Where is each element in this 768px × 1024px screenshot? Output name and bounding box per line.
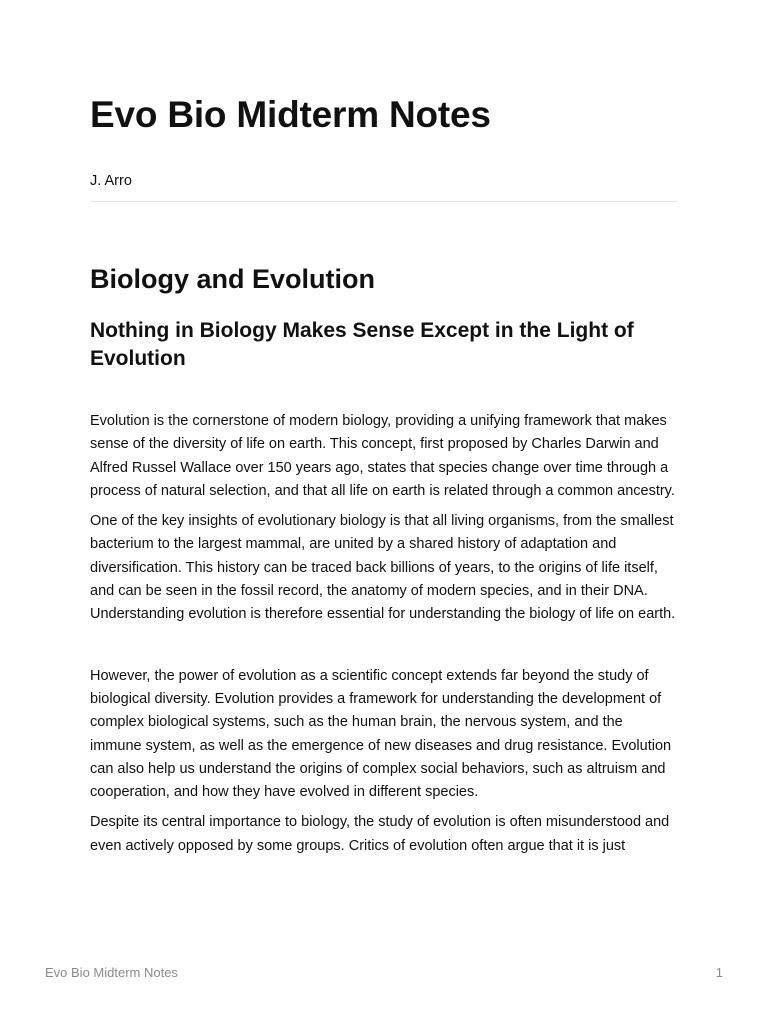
footer-title: Evo Bio Midterm Notes bbox=[45, 965, 178, 980]
paragraph: Despite its central importance to biology, the study of evolution is often misunderstood and even actively opposed by some groups. Critics of evolution often argue that it is just bbox=[90, 814, 670, 854]
paragraph: However, the power of evolution as a scientific concept extends far beyond the study of biological diversity. Evolution provides a framework for understanding the development of complex biological systems, such as the human brain, the nervous system, and the immune system, as well as the emergence of new diseases and drug resistance. Evolution can also help us understand the origins of complex social behaviors, such as altruism and cooperation, and how they have evolved in different species. bbox=[90, 667, 672, 801]
author-name: J. Arro bbox=[90, 171, 678, 202]
section-subheading: Nothing in Biology Makes Sense Except in the Light of Evolution bbox=[90, 319, 634, 370]
paragraph: Evolution is the cornerstone of modern biology, providing a unifying framework that makes sense of the diversity of life on earth. This concept, first proposed by Charles Darwin and Alfred Russel Wallace over 150 years ago, states that species change over time through a process of natural selection, and that all life on earth is related through a common ancestry. bbox=[90, 413, 675, 499]
document-body bbox=[90, 92, 678, 858]
paragraph: One of the key insights of evolutionary biology is that all living organisms, from the smallest bacterium to the largest mammal, are united by a shared history of adaptation and diversification. This history can be traced back billions of years, to the origins of life itself, and can be seen in the fossil record, the anatomy of modern species, and in their DNA. Understanding evolution is therefore essential for understanding the biology of life on earth. bbox=[90, 513, 676, 623]
section-heading: Biology and Evolution bbox=[90, 264, 375, 294]
page-number: 1 bbox=[715, 965, 723, 980]
document-title: Evo Bio Midterm Notes bbox=[90, 94, 491, 135]
